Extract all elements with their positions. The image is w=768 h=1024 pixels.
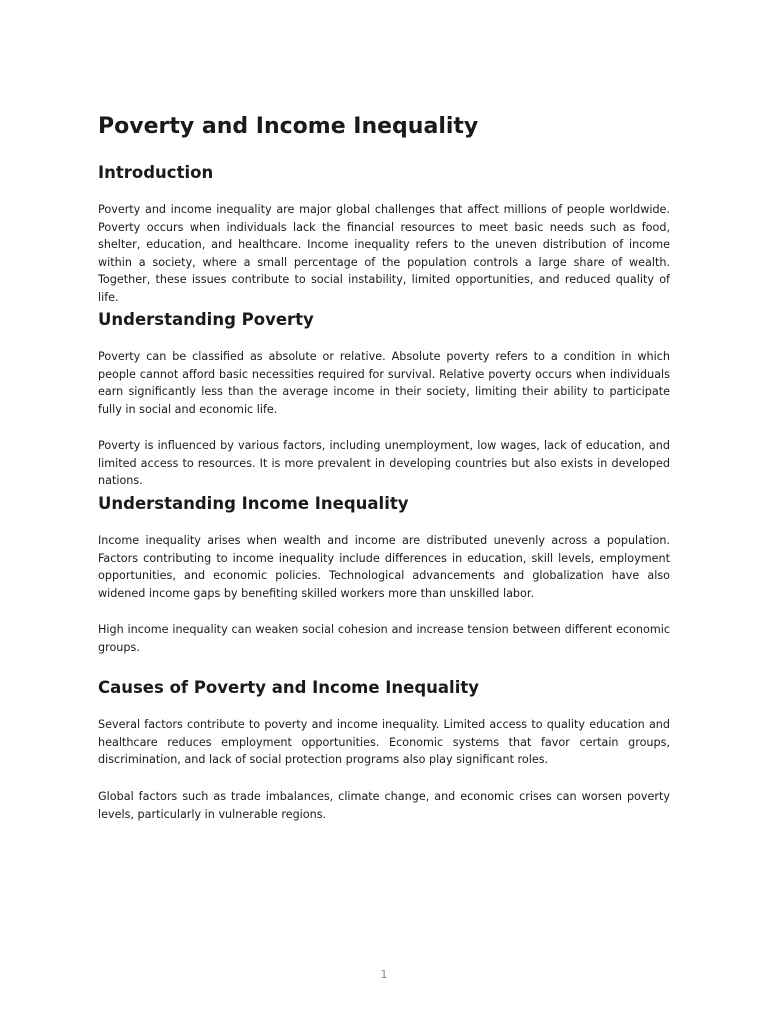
paragraph-global-factors: Global factors such as trade imbalances, climate change, and economic crises can worsen poverty levels, particularly in vulnerable regions.	[98, 790, 670, 821]
section-heading-understanding-poverty: Understanding Poverty	[98, 310, 314, 329]
paragraph-introduction: Poverty and income inequality are major global challenges that affect millions of people worldwide. Poverty occurs when individuals lack the financial resources to meet basic needs such as food, shelter, education, and healthcare. Income inequality refers to the uneven distribution of income within a society, where a small percentage of the population controls a large share of wealth. Together, these issues contribute to social instability, limited opportunities, and reduced quality of life.	[98, 203, 670, 304]
paragraph-social-cohesion: High income inequality can weaken social cohesion and increase tension between different economic groups.	[98, 623, 670, 654]
paragraph-poverty-factors: Poverty is influenced by various factors, including unemployment, low wages, lack of education, and limited access to resources. It is more prevalent in developing countries but also exists in developed nations.	[98, 439, 670, 488]
paragraph-causes: Several factors contribute to poverty and income inequality. Limited access to quality education and healthcare reduces employment opportunities. Economic systems that favor certain groups, discrimination, and lack of social protection programs also play significant roles.	[98, 718, 670, 767]
section-heading-understanding-income-inequality: Understanding Income Inequality	[98, 494, 409, 513]
paragraph-income-inequality-factors: Income inequality arises when wealth and income are distributed unevenly across a population. Factors contributing to income inequality include differences in education, skill levels, employment opportunities, and economic policies. Technological advancements and globalization have also widened income gaps by benefiting skilled workers more than unskilled labor.	[98, 534, 670, 600]
paragraph-poverty-classification: Poverty can be classified as absolute or relative. Absolute poverty refers to a condition in which people cannot afford basic necessities required for survival. Relative poverty occurs when individuals earn significantly less than the average income in their society, limiting their ability to participate fully in social and economic life.	[98, 350, 670, 416]
section-heading-causes: Causes of Poverty and Income Inequality	[98, 678, 480, 697]
section-heading-introduction: Introduction	[98, 163, 214, 182]
document-title: Poverty and Income Inequality	[98, 114, 479, 139]
page-number: 1	[380, 968, 388, 981]
